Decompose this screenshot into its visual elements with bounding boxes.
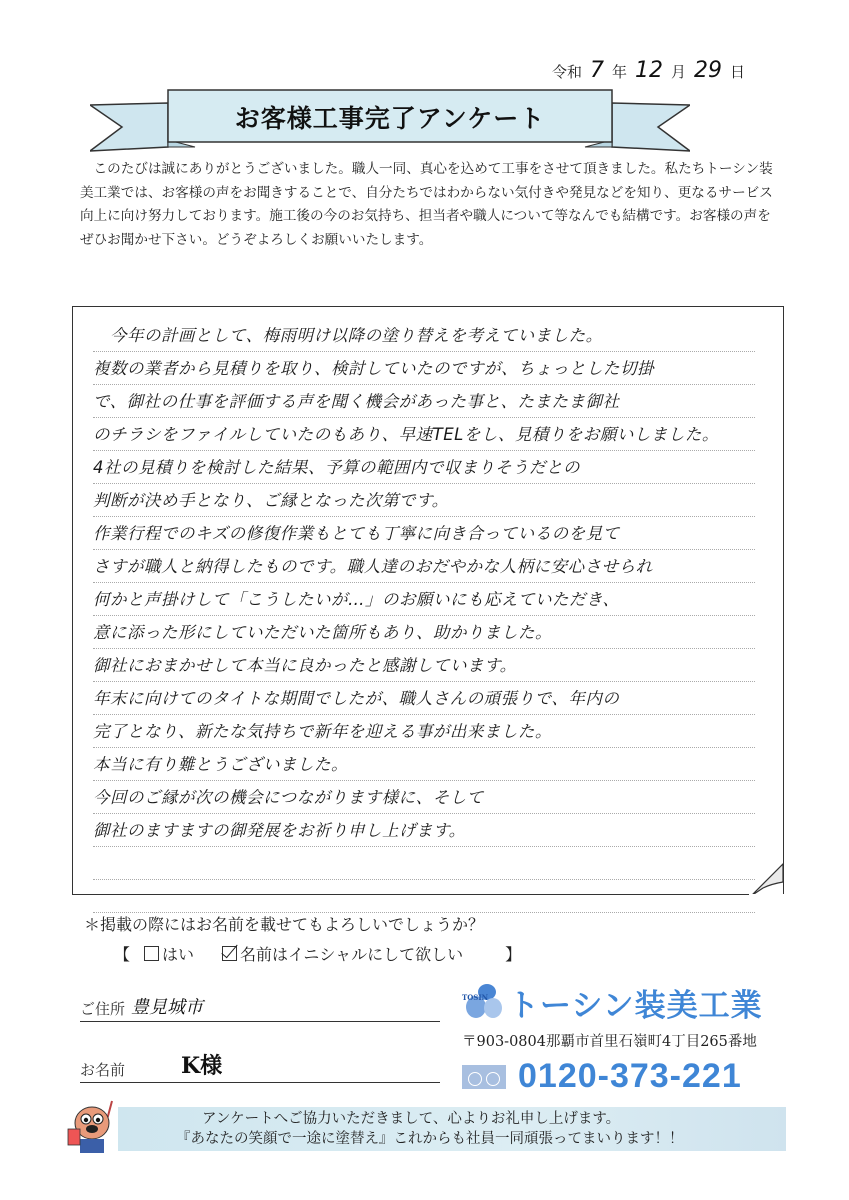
checkbox-initials[interactable] [222,946,237,961]
comment-line: 御社のますますの御発展をお祈り申し上げます。 [93,814,755,847]
checkbox-yes[interactable] [144,946,159,961]
survey-date [552,58,745,83]
option-initials-label: 名前はイニシャルにして欲しい [240,945,464,964]
address-label: ご住所 [80,1000,126,1018]
name-field[interactable] [80,1049,440,1083]
comment-line: 4社の見積りを検討した結果、予算の範囲内で収まりそうだとの [93,451,755,484]
consent-options [100,942,535,965]
comment-line: のチラシをファイルしていたのもあり、早速TELをし、見積りをお願いしました。 [93,418,755,451]
comment-line: 本当に有り難とうございました。 [93,748,755,781]
shisa-mascot-icon [66,1099,124,1155]
comment-line: 今回のご縁が次の機会につながります様に、そして [93,781,755,814]
comment-line: 年末に向けてのタイトな期間でしたが、職人さんの頑張りで、年内の [93,682,755,715]
comment-lines [93,319,755,913]
comment-line [93,880,755,913]
company-address: 〒903-0804那覇市首里石嶺町4丁目265番地 [462,1034,757,1050]
comment-line: で、御社の仕事を評価する声を聞く機会があった事と、たまたま御社 [93,385,755,418]
intro-paragraph: このたびは誠にありがとうございました。職人一同、真心を込めて工事をさせて頂きました。私たちトーシン装美工業では、お客様の声をお聞きすることで、自分たちではわからない気付きや発見などを知り、更なるサービス向上に向け努力しております。施工後の今のお気持ち、担当者や職人について等なんでも結構です。お客様の声をぜひお聞かせ下さい。どうぞよろしくお願いいたします。 [80,161,773,248]
title-banner [90,85,690,155]
company-info [462,982,792,1096]
footer-text [176,1109,684,1149]
tosin-logo-icon: TOSIN [462,984,506,1020]
freedial-icon [462,1065,506,1089]
bracket-open: 【 [114,945,131,964]
date-month-label: 月 [671,63,687,81]
comment-line: さすが職人と納得したものです。職人達のおだやかな人柄に安心させられ [93,550,755,583]
phone-number: 0120-373-221 [518,1057,742,1095]
bracket-close: 】 [505,945,522,964]
comment-line: 御社におまかせして本当に良かったと感謝しています。 [93,649,755,682]
comment-line: 意に添った形にしていただいた箇所もあり、助かりました。 [93,616,755,649]
date-day: 29 [694,58,723,83]
footer-line-2: 『あなたの笑顔で一途に塗替え』これからも社員一同頑張ってまいります！！ [176,1131,684,1147]
intro-text [80,158,780,252]
option-yes[interactable] [144,942,194,965]
comment-line: 複数の業者から見積りを取り、検討していたのですが、ちょっとした切掛 [93,352,755,385]
name-label: お名前 [80,1061,126,1079]
comment-line: 判断が決め手となり、ご縁となった次第です。 [93,484,755,517]
date-year-label: 年 [612,63,628,81]
footer-line-1: アンケートへご協力いただきまして、心よりお礼申し上げます。 [202,1111,621,1127]
comment-line: 何かと声掛けして「こうしたいが…」のお願いにも応えていただき、 [93,583,755,616]
address-value: 豊見城市 [131,997,204,1018]
comment-line: 完了となり、新たな気持ちで新年を迎える事が出来ました。 [93,715,755,748]
page-curl-icon [749,862,785,896]
consent-question: ＊掲載の際にはお名前を載せてもよろしいでしょうか？ [84,915,485,934]
comment-line: 作業行程でのキズの修復作業もとても丁寧に向き合っているのを見て [93,517,755,550]
company-name: トーシン装美工業 [508,987,763,1024]
comment-box [72,306,784,895]
date-day-label: 日 [730,63,746,81]
option-initials[interactable] [222,942,463,965]
name-value: K様 [181,1053,223,1079]
company-logo [462,982,792,1022]
option-yes-label: はい [162,945,195,964]
comment-line: 今年の計画として、梅雨明け以降の塗り替えを考えていました。 [93,319,755,352]
comment-line [93,847,755,880]
date-era: 令和 [552,63,583,81]
footer-message [66,1097,786,1159]
company-phone [462,1057,792,1096]
page-title: お客様工事完了アンケート [234,104,546,133]
date-month: 12 [635,58,664,83]
date-year: 7 [590,58,605,83]
address-field[interactable] [80,990,440,1022]
